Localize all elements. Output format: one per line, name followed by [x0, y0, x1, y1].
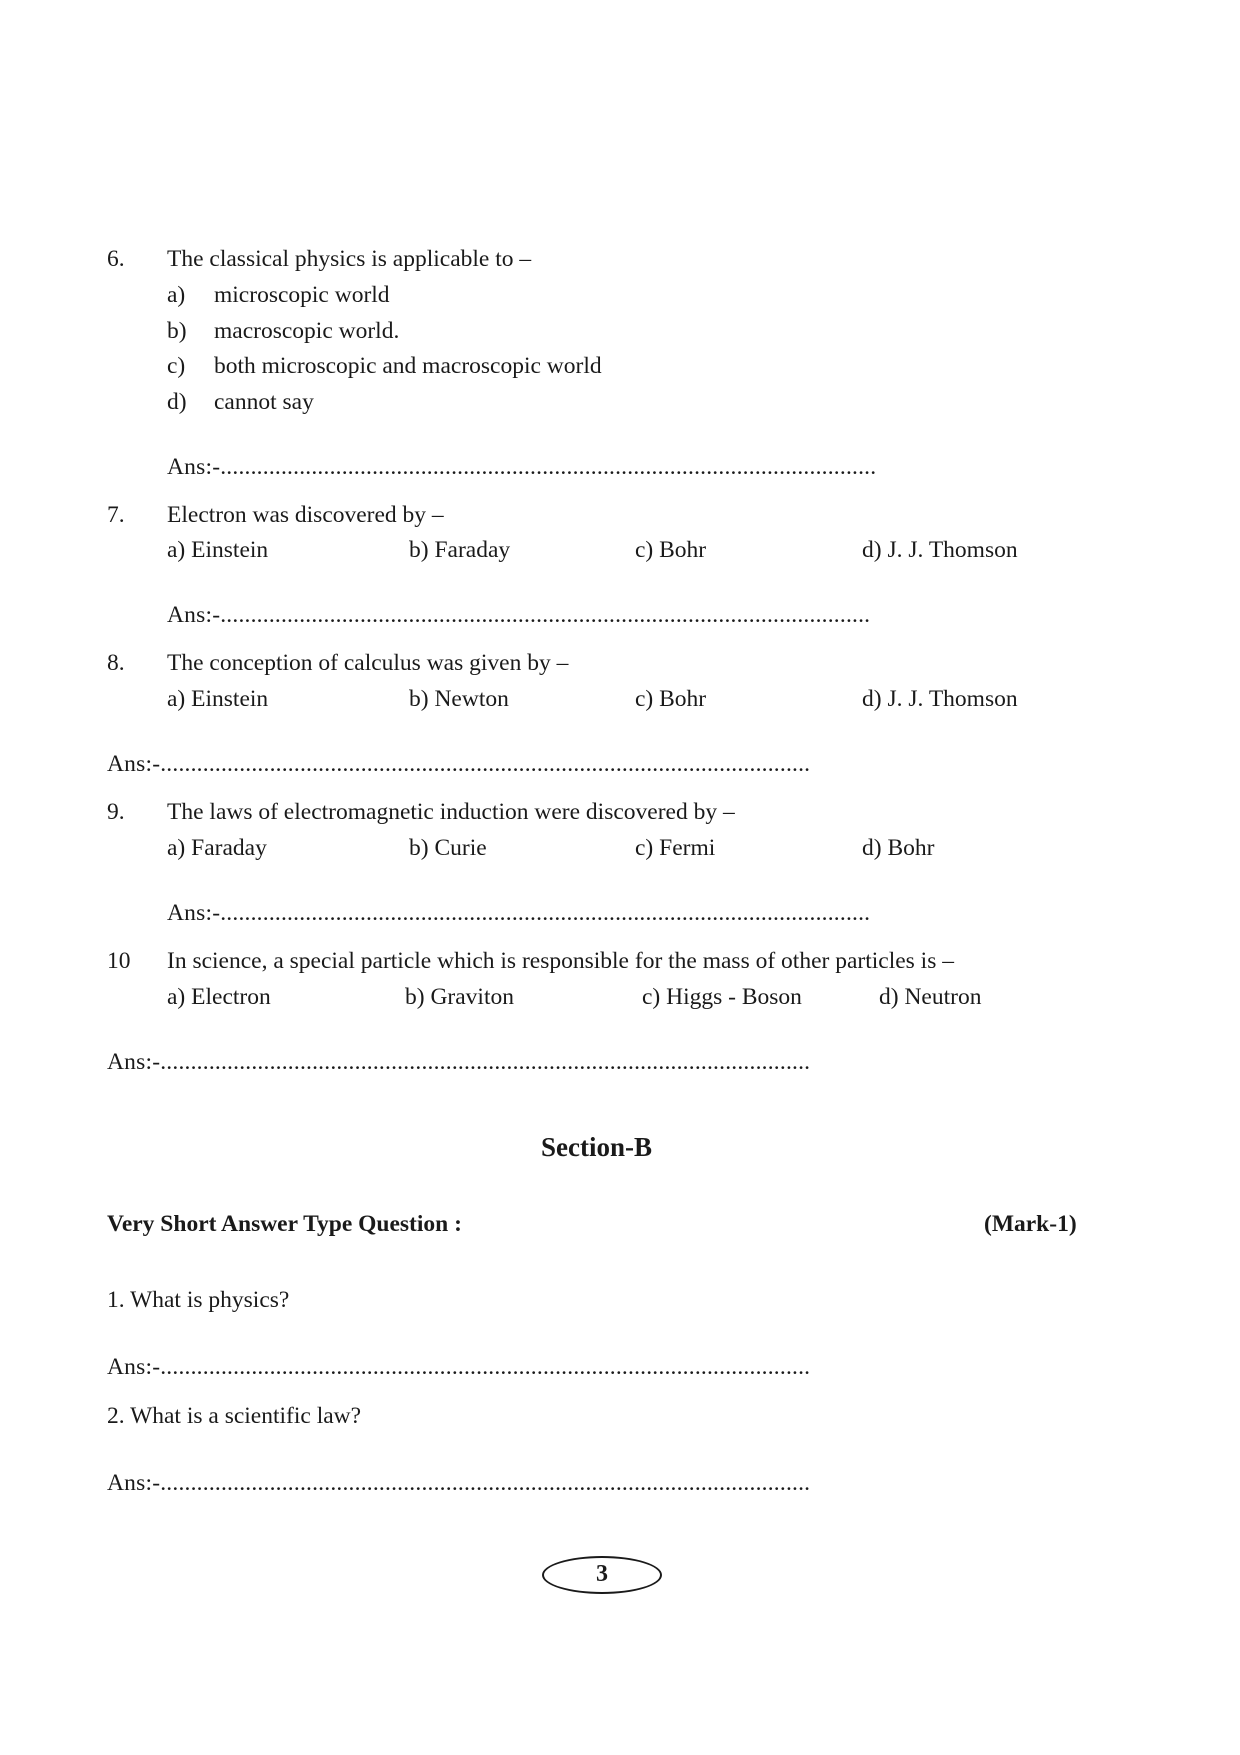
section-b-question-2: 2. What is a scientific law?	[107, 1403, 362, 1429]
question-8-option-b: b) Newton	[409, 686, 509, 712]
question-7-option-a: a) Einstein	[167, 537, 269, 563]
question-7-number: 7.	[107, 502, 125, 528]
question-7-option-b: b) Faraday	[409, 537, 511, 563]
section-b-question-1: 1. What is physics?	[107, 1287, 290, 1313]
question-10-option-c: c) Higgs - Boson	[642, 984, 802, 1010]
section-b-subtitle: Very Short Answer Type Question :	[107, 1211, 462, 1237]
section-b-marks: (Mark-1)	[984, 1211, 1077, 1237]
question-9-option-a: a) Faraday	[167, 835, 267, 861]
question-9-text: The laws of electromagnetic induction were discovered by –	[167, 799, 735, 825]
question-7-option-d: d) J. J. Thomson	[862, 537, 1018, 563]
question-10-option-b: b) Graviton	[405, 984, 514, 1010]
section-b-question-2-answer-line: Ans:-...........................................................................................................	[107, 1470, 811, 1496]
page-number: 3	[596, 1561, 608, 1587]
question-10-answer-line: Ans:-...........................................................................................................	[107, 1049, 811, 1075]
question-9-number: 9.	[107, 799, 125, 825]
question-6-option-c-letter: c)	[167, 353, 186, 379]
question-6-option-c-text: both microscopic and macroscopic world	[214, 353, 602, 379]
question-7-option-c: c) Bohr	[635, 537, 707, 563]
section-b-title: Section-B	[541, 1132, 652, 1162]
question-6-option-a-text: microscopic world	[214, 282, 390, 308]
question-9-answer-line: Ans:-...........................................................................................................	[167, 900, 871, 926]
question-10-number: 10	[107, 948, 131, 974]
question-8-answer-line: Ans:-...........................................................................................................	[107, 751, 811, 777]
question-6-option-b-text: macroscopic world.	[214, 318, 400, 344]
question-8-option-a: a) Einstein	[167, 686, 269, 712]
question-6-option-d-text: cannot say	[214, 389, 314, 415]
question-7-text: Electron was discovered by –	[167, 502, 444, 528]
question-8-number: 8.	[107, 650, 125, 676]
question-10-text: In science, a special particle which is responsible for the mass of other particles is –	[167, 948, 954, 974]
page-number-badge	[542, 1556, 662, 1594]
question-10-option-d: d) Neutron	[879, 984, 982, 1010]
question-6-option-a-letter: a)	[167, 282, 186, 308]
question-6-number: 6.	[107, 246, 125, 272]
question-10-option-a: a) Electron	[167, 984, 271, 1010]
question-8-text: The conception of calculus was given by –	[167, 650, 569, 676]
question-8-option-d: d) J. J. Thomson	[862, 686, 1018, 712]
question-6-option-d-letter: d)	[167, 389, 187, 415]
question-9-option-d: d) Bohr	[862, 835, 935, 861]
question-6-option-b-letter: b)	[167, 318, 187, 344]
question-9-option-b: b) Curie	[409, 835, 487, 861]
section-b-question-1-answer-line: Ans:-...........................................................................................................	[107, 1354, 811, 1380]
question-6-answer-line: Ans:-............................................................................................................	[167, 454, 877, 480]
question-8-option-c: c) Bohr	[635, 686, 707, 712]
question-7-answer-line: Ans:-...........................................................................................................	[167, 602, 871, 628]
question-9-option-c: c) Fermi	[635, 835, 716, 861]
question-6-text: The classical physics is applicable to –	[167, 246, 532, 272]
